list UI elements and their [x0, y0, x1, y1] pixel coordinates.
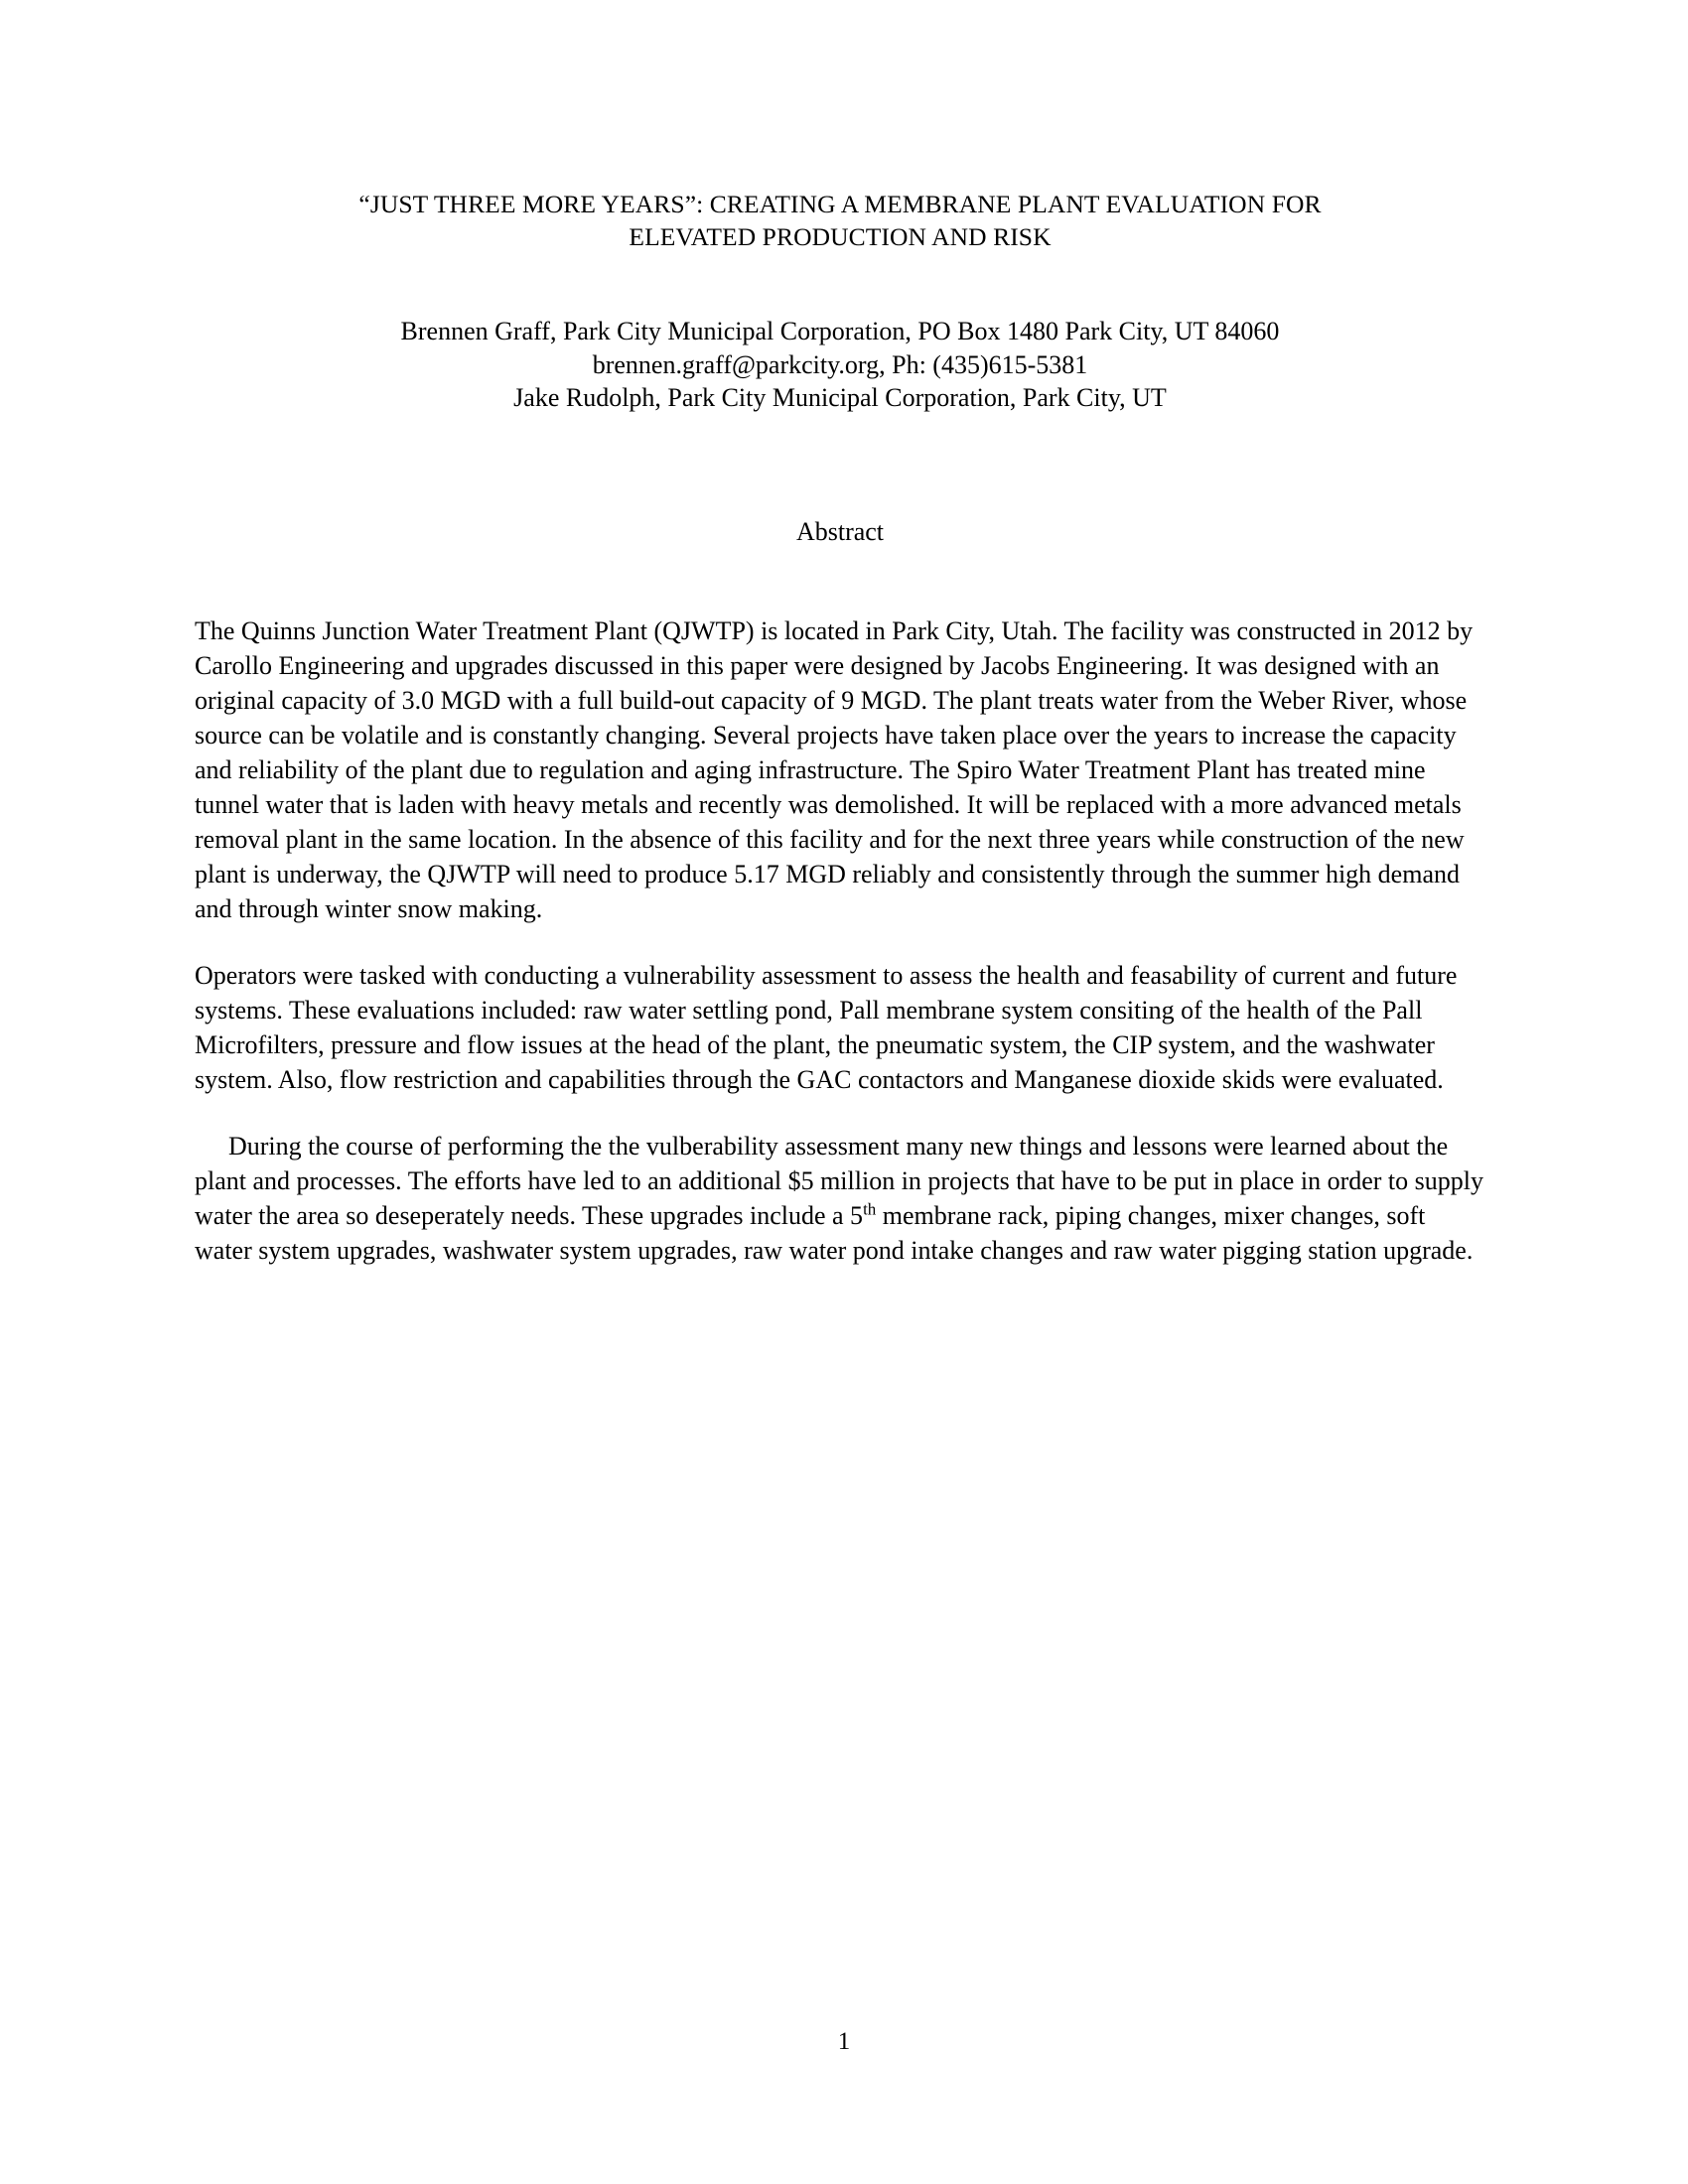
paper-title-line-1: “JUST THREE MORE YEARS”: CREATING A MEMBRANE PLANT EVALUATION FOR [358, 190, 1322, 218]
paper-title [254, 189, 1426, 253]
author-line-1: Brennen Graff, Park City Municipal Corporation, PO Box 1480 Park City, UT 84060 [400, 317, 1280, 346]
abstract-paragraph-3-text-b: membrane rack, piping changes, mixer changes, soft water system upgrades, washwater system upgrades, raw water pond intake changes and raw water pigging station upgrade. [195, 1200, 1474, 1265]
paper-title-line-2: ELEVATED PRODUCTION AND RISK [629, 221, 1052, 251]
author-block [195, 315, 1485, 414]
abstract-heading: Abstract [795, 517, 885, 547]
author-line-2: Jake Rudolph, Park City Municipal Corporation, Park City, UT [513, 382, 1167, 412]
author-contact-line: brennen.graff@parkcity.org, Ph: (435)615-5381 [592, 349, 1088, 379]
abstract-paragraph-1: The Quinns Junction Water Treatment Plant (QJWTP) is located in Park City, Utah. The facility was constructed in 2012 by Carollo Engineering and upgrades discussed in this paper were designed by Jacobs Engineering. It was designed with an original capacity of 3.0 MGD with a full build-out capacity of 9 MGD. The plant treats water from the Weber River, whose source can be volatile and is constantly changing. Several projects have taken place over the years to increase the capacity and reliability of the plant due to regulation and aging infrastructure. The Spiro Water Treatment Plant has treated mine tunnel water that is laden with heavy metals and recently was demolished. It will be replaced with a more advanced metals removal plant in the same location. In the absence of this facility and for the next three years while construction of the new plant is underway, the QJWTP will need to produce 5.17 MGD reliably and consistently through the summer high demand and through winter snow making. [195, 616, 1474, 923]
document-content [195, 189, 1485, 1300]
ordinal-superscript: th [863, 1198, 877, 1218]
abstract-paragraph-3 [195, 1130, 1485, 1269]
abstract-body [195, 614, 1485, 1268]
page-number: 1 [837, 2028, 851, 2055]
abstract-paragraph-2: Operators were tasked with conducting a vulnerability assessment to assess the health and feasability of current and future systems. These evaluations included: raw water settling pond, Pall membrane system consiting of the health of the Pall Microfilters, pressure and flow issues at the head of the plant, the pneumatic system, the CIP system, and the washwater system. Also, flow restriction and capabilities through the GAC contactors and Manganese dioxide skids were evaluated. [195, 960, 1458, 1094]
abstract-paragraph-3-text-a: During the course of performing the the vulberability assessment many new things and lessons were learned about the plant and processes. The efforts have led to an additional $5 million in projects that have to be put in place in order to supply water the area so deseperately needs. These upgrades include a 5 [195, 1131, 1483, 1230]
